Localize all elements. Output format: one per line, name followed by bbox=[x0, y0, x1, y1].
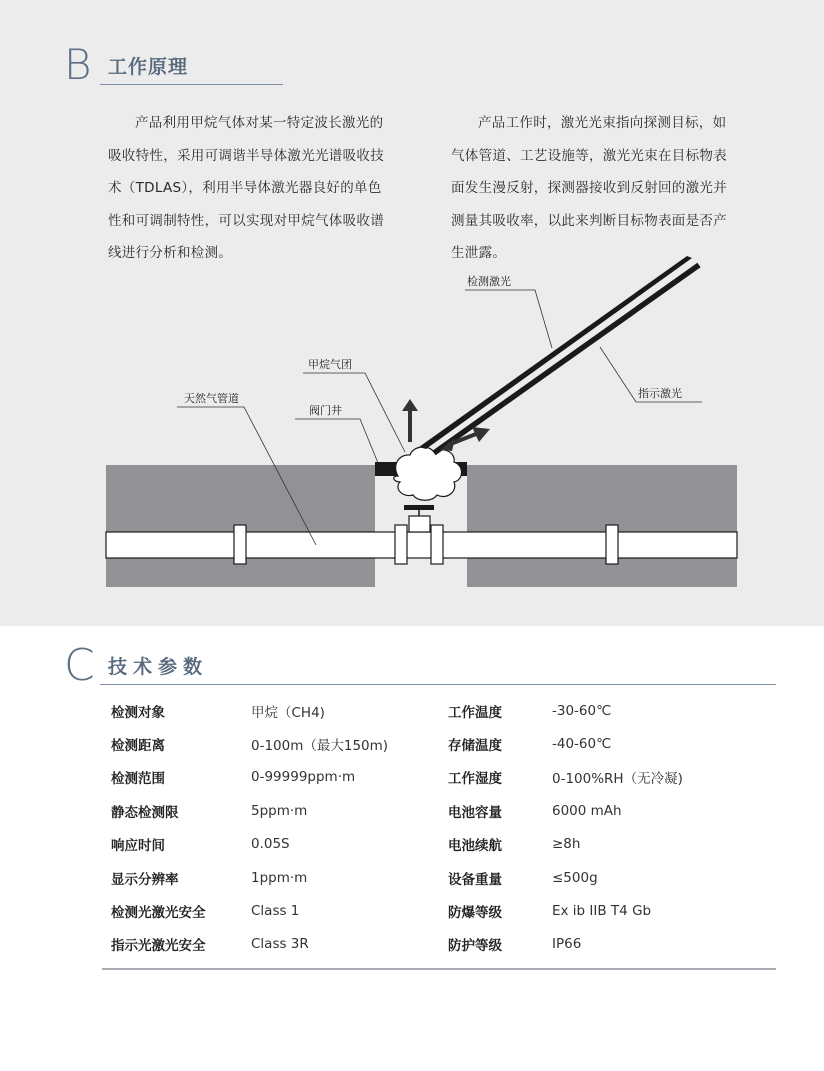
spec-value: 0-100%RH（无冷凝) bbox=[552, 771, 683, 788]
spec-value: Class 1 bbox=[251, 903, 300, 920]
label-natural-gas-pipe: 天然气管道 bbox=[184, 392, 239, 405]
arrow-up bbox=[402, 399, 418, 411]
pipe-flange bbox=[431, 525, 443, 564]
label-detection-laser: 检测激光 bbox=[467, 275, 511, 288]
spec-row bbox=[103, 828, 772, 861]
bottom-rule bbox=[102, 968, 776, 970]
spec-row bbox=[103, 761, 772, 794]
paragraph-right: 产品工作时，激光光束指向探测目标，如气体管道、工艺设施等，激光光束在目标物表面发生漫反射，探测器接收到反射回的激光并测量其吸收率，以此来判断目标物表面是否产生泄露。 bbox=[451, 115, 727, 261]
spec-value: 1ppm·m bbox=[251, 869, 308, 886]
spec-value: 5ppm·m bbox=[251, 802, 308, 819]
ground-right bbox=[467, 465, 737, 587]
spec-value: -40-60℃ bbox=[552, 736, 612, 753]
spec-value: -30-60℃ bbox=[552, 702, 612, 719]
label-indicator-laser: 指示激光 bbox=[638, 387, 682, 400]
spec-key: 检测距离 bbox=[111, 738, 165, 755]
methane-cloud-shape bbox=[394, 447, 462, 500]
label-methane-cloud: 甲烷气团 bbox=[308, 358, 352, 371]
spec-key: 静态检测限 bbox=[111, 804, 179, 821]
label-valve-well: 阀门井 bbox=[309, 404, 342, 417]
spec-key: 工作湿度 bbox=[448, 771, 502, 788]
detection-laser-beam bbox=[419, 256, 692, 449]
section-title-c: 技术参数 bbox=[108, 656, 209, 678]
spec-value: Class 3R bbox=[251, 936, 309, 953]
spec-value: ≤500g bbox=[552, 869, 598, 886]
spec-key: 工作温度 bbox=[448, 704, 502, 721]
pipe bbox=[106, 532, 737, 558]
spec-value: 0-100m（最大150m) bbox=[251, 738, 389, 755]
section-rule-b bbox=[100, 84, 283, 85]
section-letter-c: C bbox=[64, 640, 95, 691]
spec-value: 0.05S bbox=[251, 836, 290, 853]
spec-key: 检测范围 bbox=[111, 771, 165, 788]
spec-row bbox=[103, 794, 772, 827]
spec-key: 响应时间 bbox=[111, 838, 165, 855]
spec-value: 甲烷（CH4) bbox=[251, 704, 325, 721]
spec-row bbox=[103, 727, 772, 760]
paragraph-left: 产品利用甲烷气体对某一特定波长激光的吸收特性，采用可调谐半导体激光光谱吸收技术（TDLAS），利用半导体激光器良好的单色性和可调制特性，可以实现对甲烷气体吸收谱线进行分析和检测。 bbox=[108, 115, 384, 261]
pipe-flange bbox=[606, 525, 618, 564]
spec-value: IP66 bbox=[552, 936, 582, 953]
section-title-b: 工作原理 bbox=[108, 56, 189, 78]
spec-key: 显示分辨率 bbox=[111, 871, 179, 888]
spec-table bbox=[103, 694, 772, 961]
spec-key: 防护等级 bbox=[448, 938, 502, 955]
section-letter-b: B bbox=[64, 40, 92, 89]
spec-key: 防爆等级 bbox=[448, 905, 502, 922]
working-principle-diagram bbox=[0, 250, 824, 595]
spec-key: 设备重量 bbox=[448, 871, 502, 888]
spec-value: 0-99999ppm·m bbox=[251, 769, 356, 786]
spec-key: 电池容量 bbox=[448, 804, 502, 821]
spec-value: ≥8h bbox=[552, 836, 581, 853]
spec-key: 电池续航 bbox=[448, 838, 502, 855]
spec-row bbox=[103, 861, 772, 894]
pipe-flange bbox=[395, 525, 407, 564]
spec-key: 存储温度 bbox=[448, 738, 502, 755]
valve-body bbox=[409, 516, 430, 532]
spec-row bbox=[103, 894, 772, 927]
spec-row bbox=[103, 928, 772, 961]
valve-handle bbox=[404, 505, 434, 510]
section-rule-c bbox=[100, 684, 776, 685]
indicator-laser-beam bbox=[434, 265, 699, 453]
spec-key: 指示光激光安全 bbox=[111, 938, 206, 955]
spec-key: 检测光激光安全 bbox=[111, 905, 206, 922]
pipe-flange bbox=[234, 525, 246, 564]
spec-value: 6000 mAh bbox=[552, 802, 622, 819]
spec-key: 检测对象 bbox=[111, 704, 165, 721]
spec-row bbox=[103, 694, 772, 727]
spec-value: Ex ib IIB T4 Gb bbox=[552, 903, 652, 920]
